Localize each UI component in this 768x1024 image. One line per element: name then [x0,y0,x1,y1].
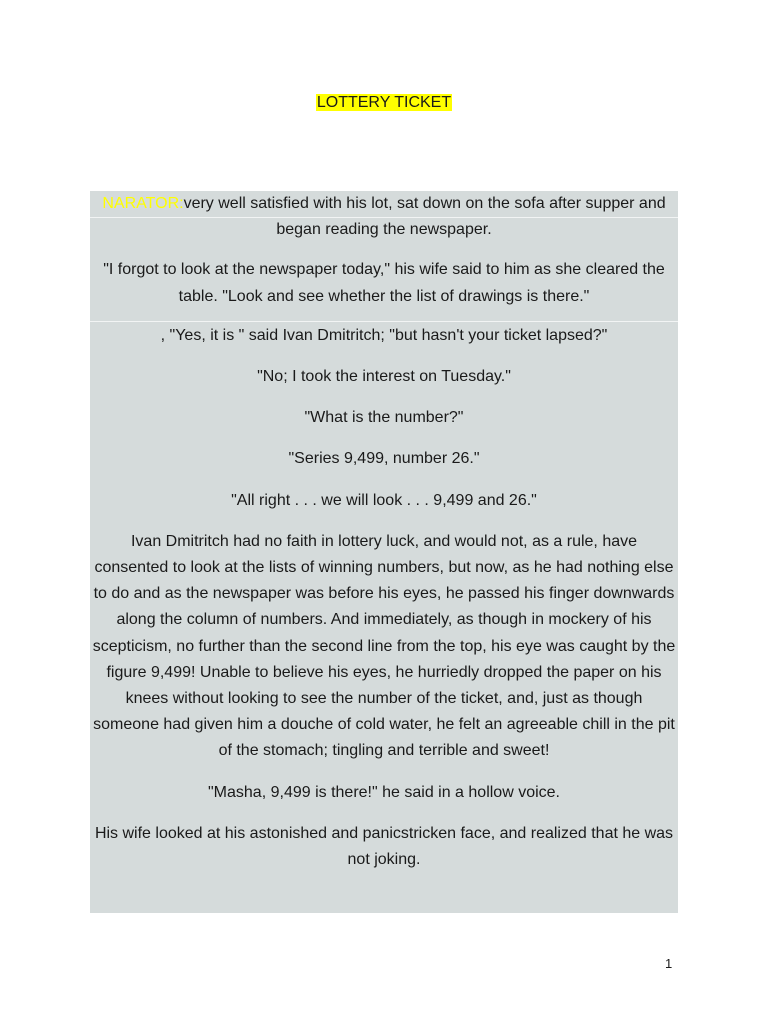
paragraph-2: "I forgot to look at the newspaper today," his wife said to him as she cleared the table. "Look and see whether the list of drawings is there." [103,261,665,305]
paragraph-6: "Series 9,499, number 26." [288,450,480,468]
paragraph-10: His wife looked at his astonished and panicstricken face, and realized that he was not joking. [94,824,674,869]
paragraph-7: "All right . . . we will look . . . 9,499 and 26." [231,491,537,509]
paragraph-divider [90,321,678,322]
narrator-label: NARATOR: [102,195,184,212]
paragraph-9: "Masha, 9,499 is there!" he said in a hollow voice. [208,783,560,801]
paragraph-divider [90,217,678,218]
page-title: LOTTERY TICKET [316,94,452,111]
document-body [90,191,678,913]
page-number: 1 [665,956,673,971]
page-title-container [0,93,768,113]
paragraph-8: Ivan Dmitritch had no faith in lottery luck, and would not, as a rule, have consented to look at the lists of winning numbers, but now, as he had nothing else to do and as the newspaper was before his eyes, he passed his finger downwards along the column of numbers. And immediately, as though in mockery of his scepticism, no further than the second line from the top, his eye was caught by the figure 9,499! Unable to believe his eyes, he hurriedly dropped the paper on his knees without looking to see the number of the ticket, and, just as though someone had given him a douche of cold water, he felt an agreeable chill in the pit of the stomach; tingling and terrible and sweet! [92,532,676,760]
paragraph-1-text: very well satisfied with his lot, sat down on the sofa after supper and began reading the newspaper. [183,195,666,239]
paragraph-3: , "Yes, it is " said Ivan Dmitritch; "but hasn't your ticket lapsed?" [160,326,608,344]
paragraph-5: "What is the number?" [304,409,464,427]
paragraph-4: "No; I took the interest on Tuesday." [257,368,511,386]
